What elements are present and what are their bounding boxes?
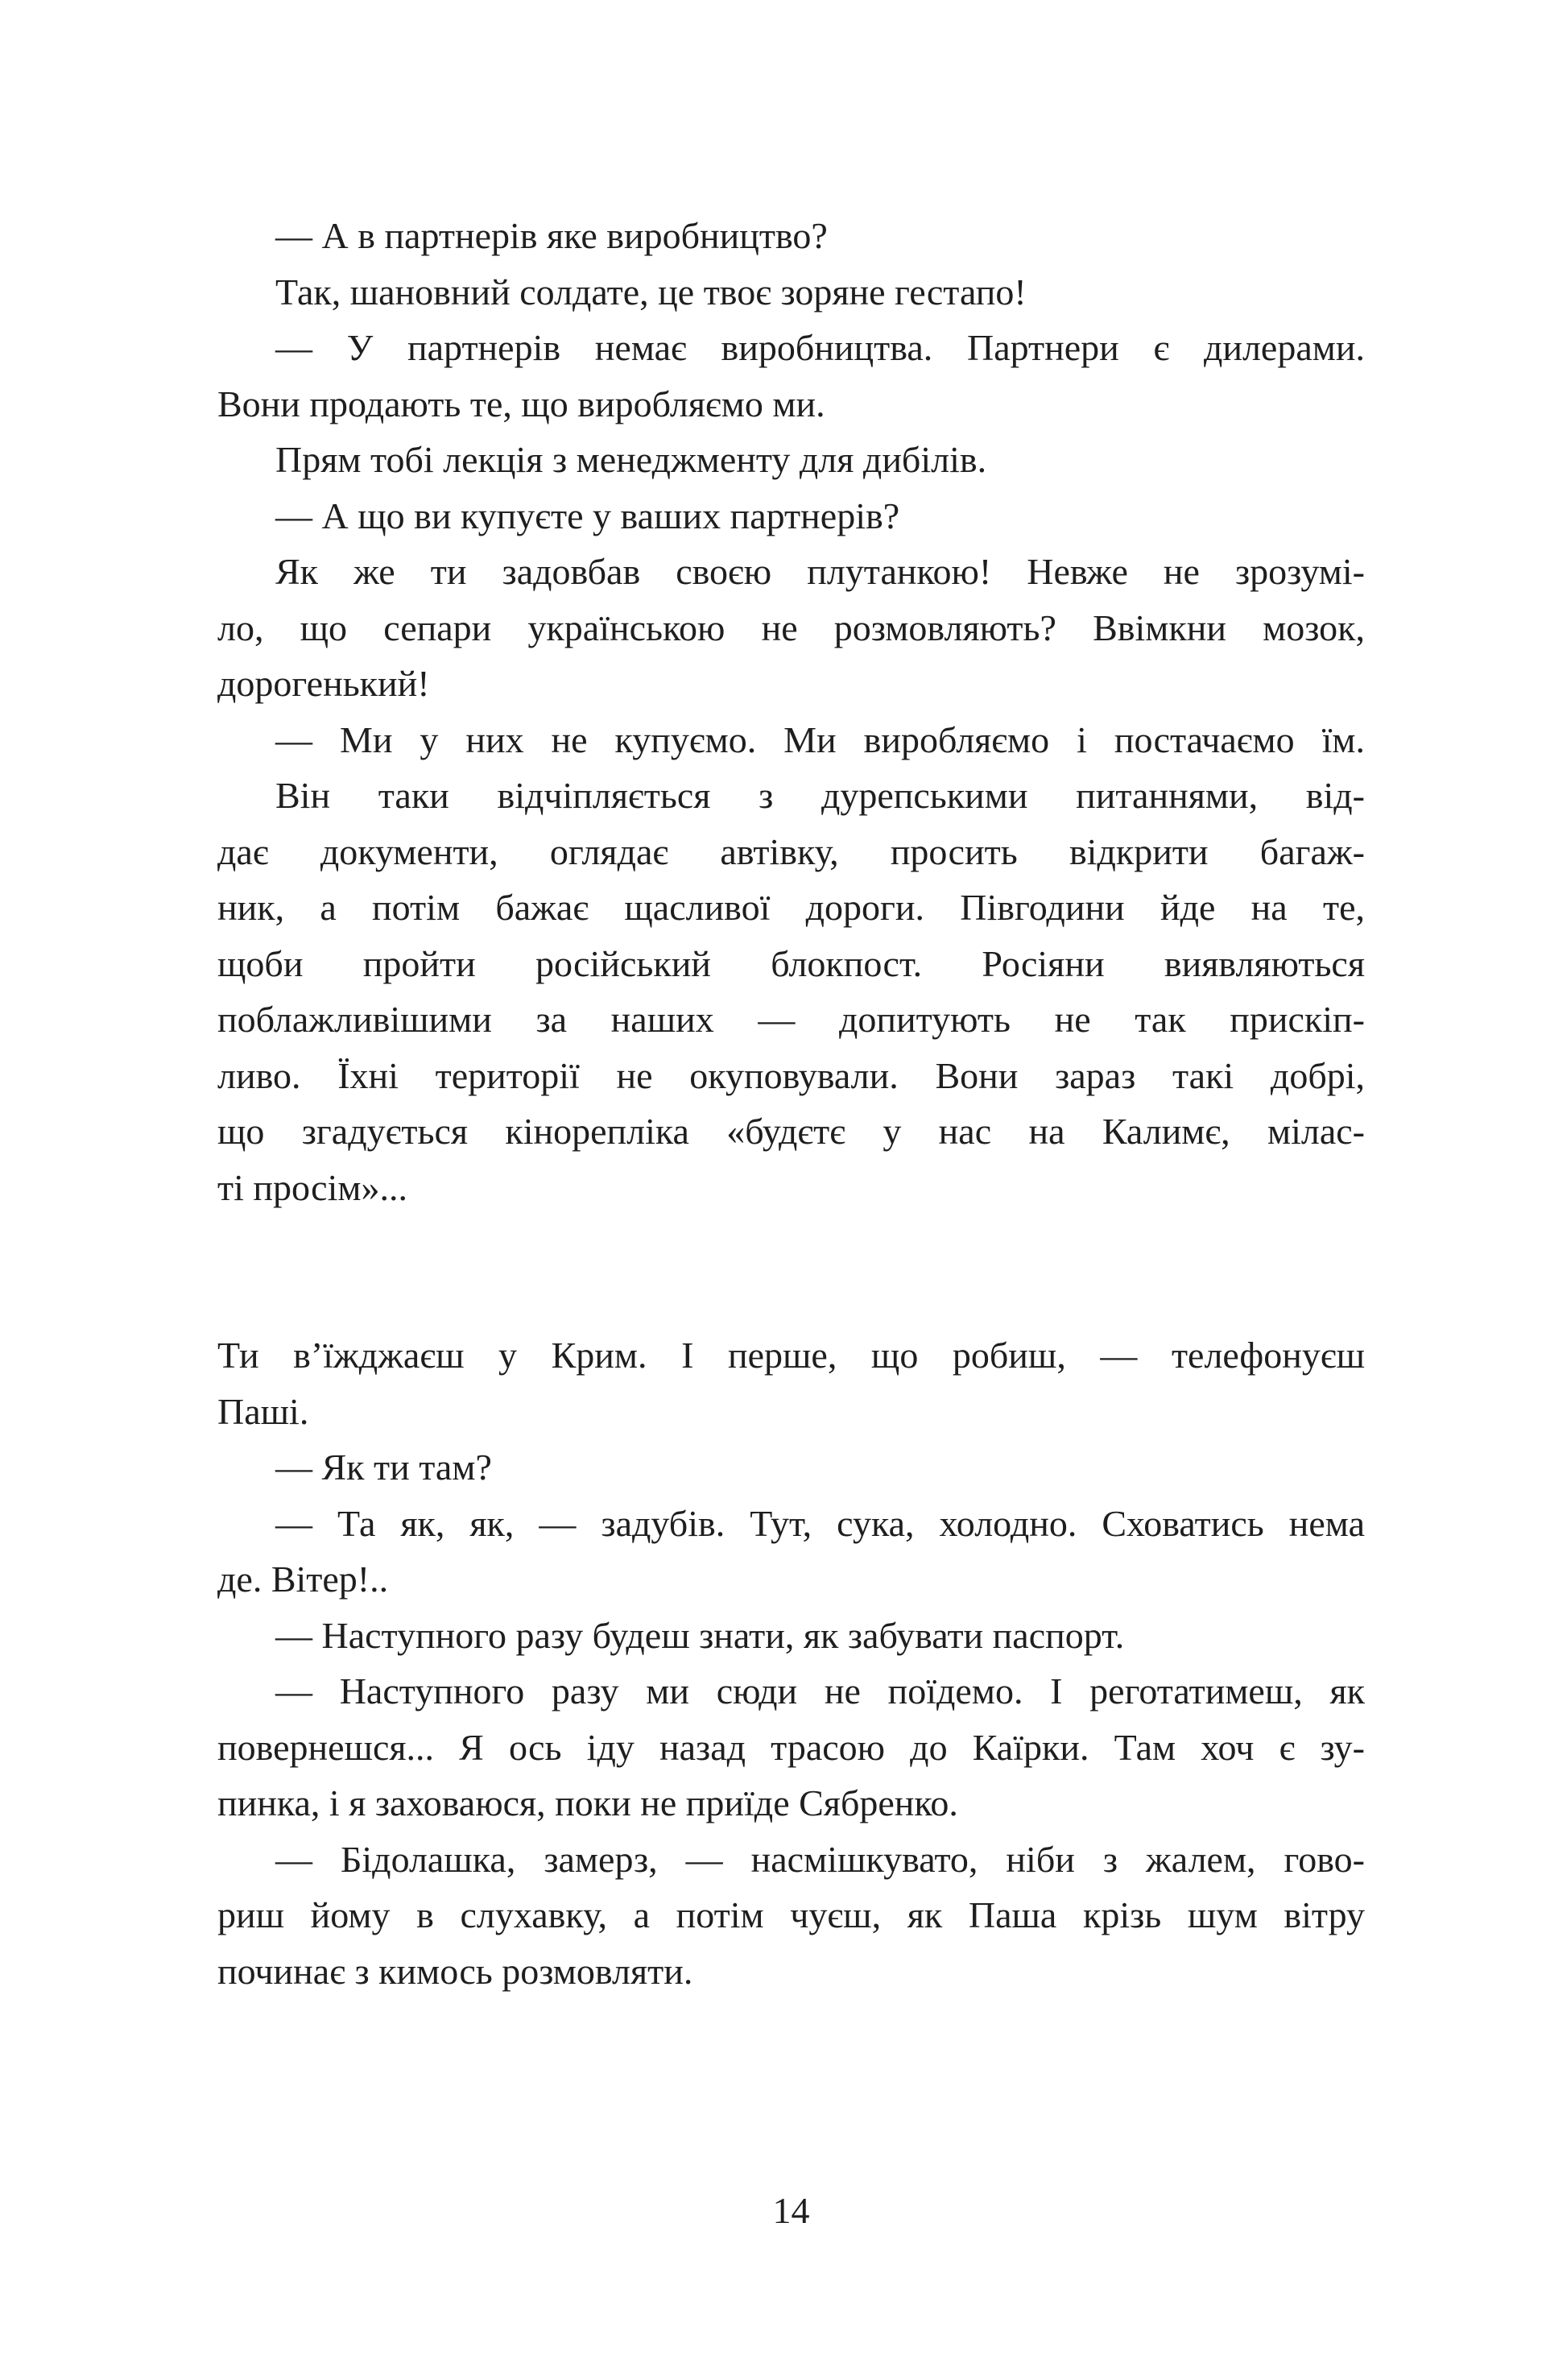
text-line: Паші. (217, 1390, 309, 1432)
text-line: ник, а потім бажає щасливої дороги. Півгодини йде на те, (217, 887, 1365, 928)
text-line: Прям тобі лекція з менеджменту для дибілів. (275, 439, 987, 480)
paragraph (217, 264, 1365, 321)
paragraph (217, 488, 1365, 544)
text-line: Ти в’їжджаєш у Крим. І перше, що робиш, — телефонуєш (217, 1335, 1365, 1376)
text-line: риш йому в слухавку, а потім чуєш, як Паша крізь шум вітру (217, 1894, 1365, 1935)
text-line: — Бідолашка, замерз, — насмішкувато, ніби з жалем, гово- (275, 1838, 1365, 1880)
text-line: — Та як, як, — задубів. Тут, сука, холодно. Сховатись нема (275, 1502, 1365, 1544)
text-line: дає документи, оглядає автівку, просить відкрити багаж- (217, 830, 1365, 872)
text-line: ті просім»... (217, 1166, 407, 1208)
book-page-body (217, 208, 1365, 1999)
text-line: дорогенький! (217, 663, 430, 704)
page-number: 14 (772, 2190, 810, 2231)
paragraph (217, 432, 1365, 488)
paragraph (217, 544, 1365, 712)
text-line: — Наступного разу будеш знати, як забувати паспорт. (275, 1614, 1125, 1656)
paragraph (217, 1608, 1365, 1664)
paragraph (217, 1832, 1365, 2000)
text-line: Як же ти задовбав своєю плутанкою! Невже не зрозумі- (275, 551, 1365, 592)
paragraph (217, 1327, 1365, 1439)
paragraph (217, 1496, 1365, 1608)
text-section-2 (217, 1327, 1365, 1999)
text-line: Він таки відчіпляється з дурепськими питаннями, від- (275, 775, 1365, 816)
text-line: — Як ти там? (275, 1447, 492, 1488)
section-break (217, 1215, 1365, 1327)
text-line: — Наступного разу ми сюди не поїдемо. І реготатимеш, як (275, 1670, 1365, 1712)
text-line: — Ми у них не купуємо. Ми виробляємо і постачаємо їм. (275, 718, 1365, 760)
text-line: — У партнерів немає виробництва. Партнери є дилерами. (275, 327, 1365, 368)
text-line: що згадується кінорепліка «будєтє у нас на Калимє, мілас- (217, 1111, 1365, 1152)
text-line: пинка, і я заховаюся, поки не приїде Сябренко. (217, 1782, 958, 1823)
text-line: ливо. Їхні території не окуповували. Вони зараз такі добрі, (217, 1054, 1365, 1096)
text-line: поблажливішими за наших — допитують не так прискіп- (217, 999, 1365, 1040)
paragraph (217, 1663, 1365, 1832)
text-line: починає з кимось розмовляти. (217, 1950, 693, 1992)
paragraph (217, 1439, 1365, 1496)
text-line: Вони продають те, що виробляємо ми. (217, 383, 825, 424)
paragraph (217, 712, 1365, 768)
text-line: — А в партнерів яке виробництво? (275, 215, 828, 256)
text-line: щоби пройти російський блокпост. Росіяни виявляються (217, 942, 1365, 984)
paragraph (217, 320, 1365, 432)
paragraph (217, 208, 1365, 264)
text-line: де. Вітер!.. (217, 1558, 389, 1600)
text-line: — А що ви купуєте у ваших партнерів? (275, 495, 900, 536)
text-line: Так, шановний солдате, це твоє зоряне гестапо! (275, 271, 1027, 313)
text-section-1 (217, 208, 1365, 1215)
text-line: ло, що сепари українською не розмовляють? Ввімкни мозок, (217, 606, 1365, 648)
paragraph (217, 768, 1365, 1215)
text-line: повернешся... Я ось іду назад трасою до Каїрки. Там хоч є зу- (217, 1726, 1365, 1768)
